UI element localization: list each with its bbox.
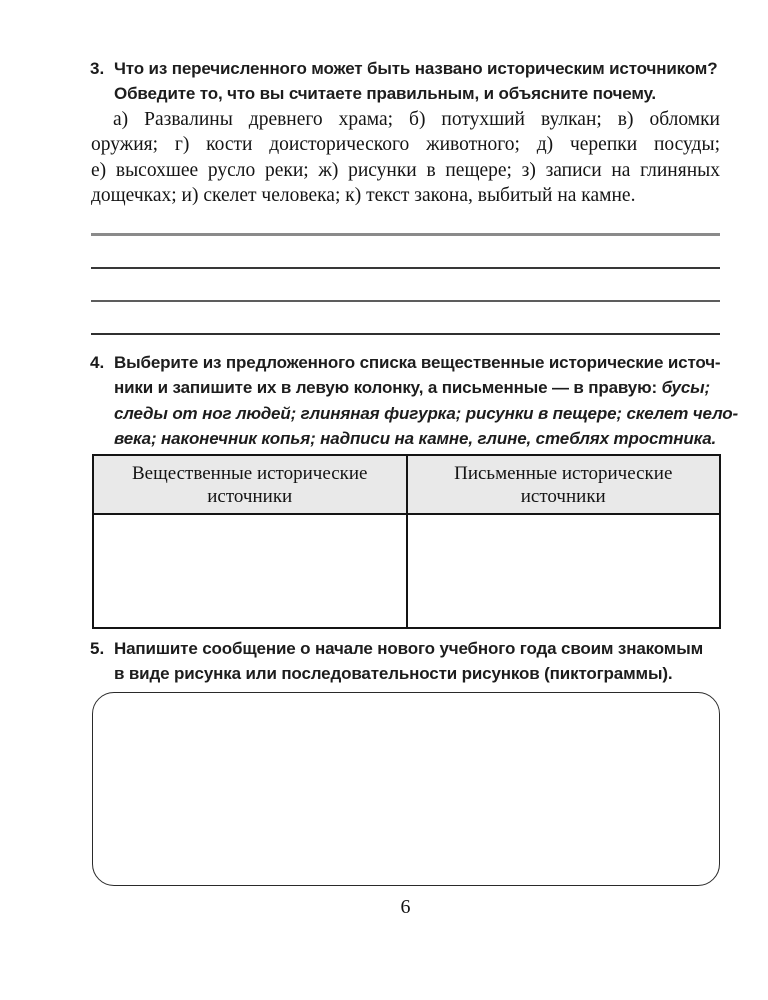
answer-line[interactable] (91, 203, 720, 236)
header-written-sources (407, 455, 721, 514)
text-segment: ники и запишите их в левую колонку, а письменные — в правую: (114, 378, 662, 398)
question-3 (90, 56, 730, 107)
header-line: источники (520, 485, 606, 507)
written-sources-cell[interactable] (407, 514, 721, 628)
question-4-number: 4. (90, 353, 105, 372)
text-segment: Выберите из предложенного списка вещественные исторические источ- (114, 353, 721, 372)
question-4-line-3: следы от ног людей; глиняная фигурка; рисунки в пещере; скелет чело- (114, 403, 739, 423)
answer-line[interactable] (91, 236, 720, 269)
question-3-answer-area (91, 203, 720, 335)
question-3-prompt-line-2: Обведите то, что вы считаете правильным, и объясните почему. (114, 84, 656, 104)
question-5-number: 5. (90, 639, 105, 658)
question-3-number: 3. (90, 59, 105, 78)
sources-table (92, 454, 721, 629)
answer-line[interactable] (91, 269, 720, 302)
table-body-row (93, 514, 720, 628)
header-material-sources (93, 455, 407, 514)
option-line-4: дощечках; и) скелет человека; к) текст закона, выбитый на камне. (91, 184, 636, 206)
question-4-line-1 (114, 350, 738, 375)
pictogram-drawing-box[interactable] (92, 692, 720, 886)
option-line-3: е) высохшее русло реки; ж) рисунки в пещере; з) записи на глиняных (91, 159, 720, 181)
answer-line[interactable] (91, 302, 720, 335)
question-5-line-2: в виде рисунка или последовательности рисунков (пиктограммы). (114, 664, 673, 684)
header-line: Письменные исторические (454, 462, 673, 484)
header-line: Вещественные исторические (131, 462, 368, 484)
question-3-prompt-line-1: Что из перечисленного может быть названо историческим источником? (114, 59, 718, 78)
option-line-1: а) Развалины древнего храма; б) потухший вулкан; в) обломки (113, 109, 720, 130)
text-segment-italic: бусы; (661, 378, 711, 398)
page-number: 6 (400, 896, 411, 918)
question-4-line-2 (114, 375, 738, 400)
header-line: источники (207, 485, 293, 507)
question-4-line-4: века; наконечник копья; надписи на камне, глине, стеблях тростника. (114, 428, 717, 448)
option-line-2: оружия; г) кости доисторического животного; д) черепки посуды; (91, 134, 720, 156)
question-4 (90, 350, 739, 451)
table-header-row (93, 455, 720, 514)
question-3-options (91, 107, 720, 208)
material-sources-cell[interactable] (93, 514, 407, 628)
question-5 (90, 636, 730, 687)
question-5-line-1: Напишите сообщение о начале нового учебного года своим знакомым (114, 639, 704, 658)
